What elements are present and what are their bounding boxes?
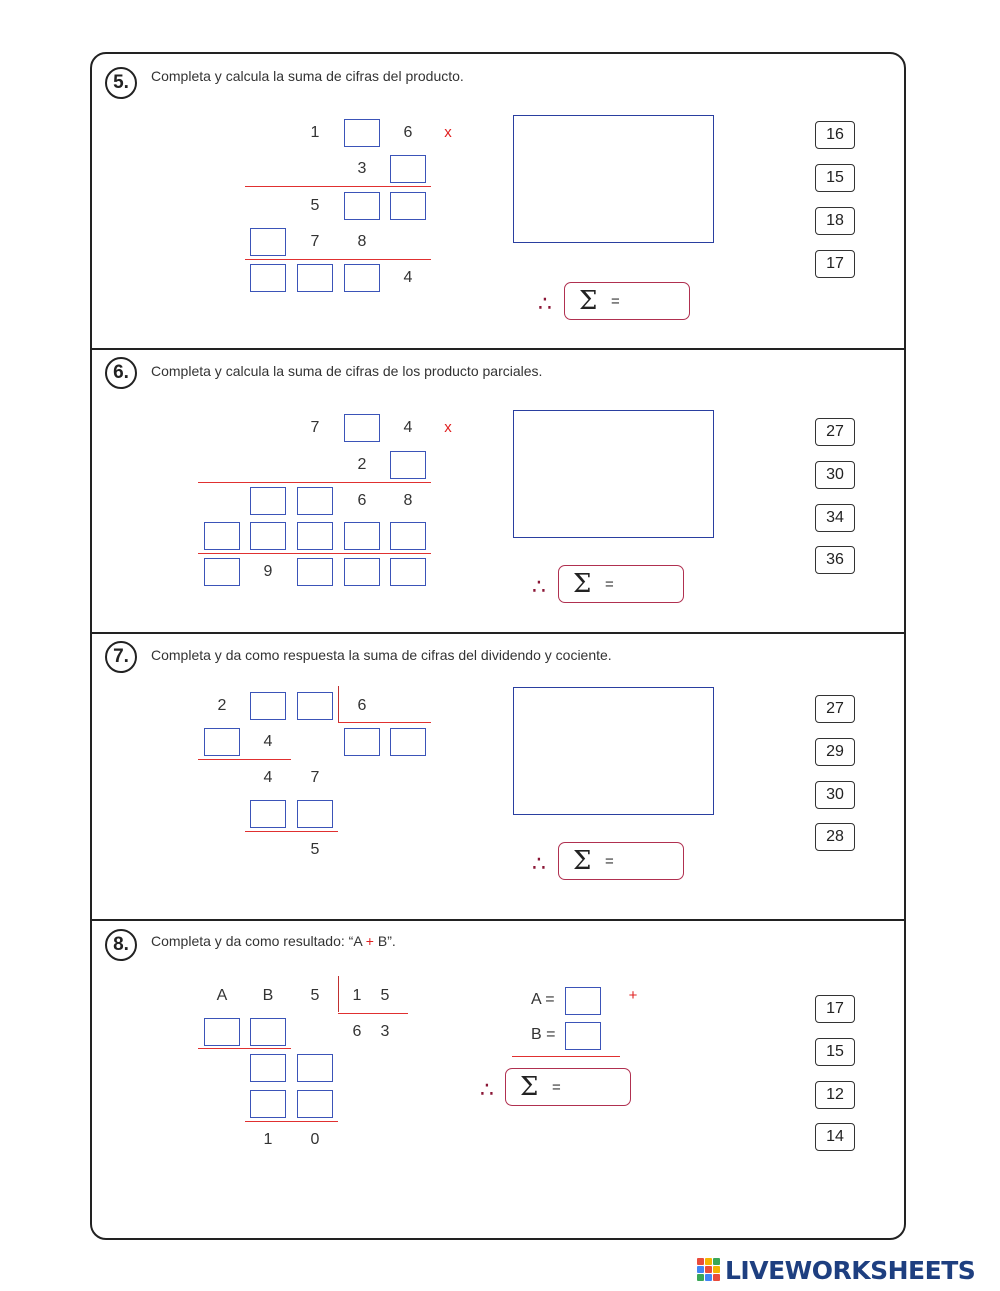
digit: 2 <box>217 697 227 714</box>
result-line <box>245 259 431 260</box>
answer-box[interactable] <box>250 1054 286 1082</box>
sigma-icon: Σ <box>573 569 592 599</box>
problem-number: 8. <box>105 929 137 961</box>
section-divider <box>90 348 906 350</box>
equals-sign: = <box>605 853 614 870</box>
answer-box[interactable] <box>390 451 426 479</box>
answer-option[interactable]: 16 <box>815 121 855 149</box>
digit: B <box>262 987 274 1004</box>
logo-icon <box>697 1258 721 1282</box>
digit: 1 <box>352 987 362 1004</box>
digit: 3 <box>357 160 367 177</box>
digit: 5 <box>310 841 320 858</box>
worksheet-frame <box>90 52 906 1240</box>
digit: 5 <box>310 987 320 1004</box>
subtraction-line <box>245 831 338 832</box>
digit: 4 <box>403 419 413 436</box>
sum-answer-field[interactable] <box>564 282 690 320</box>
section-divider <box>90 919 906 921</box>
answer-box[interactable] <box>344 728 380 756</box>
answer-box[interactable] <box>250 522 286 550</box>
answer-box[interactable] <box>297 1090 333 1118</box>
answer-box[interactable] <box>390 522 426 550</box>
answer-box[interactable] <box>250 692 286 720</box>
answer-box[interactable] <box>344 414 380 442</box>
answer-option[interactable]: 28 <box>815 823 855 851</box>
subtraction-line <box>198 1048 291 1049</box>
therefore-symbol: ∴ <box>532 852 546 877</box>
digit: 7 <box>310 419 320 436</box>
answer-box[interactable] <box>250 1090 286 1118</box>
answer-option[interactable]: 29 <box>815 738 855 766</box>
division-bracket <box>338 686 339 722</box>
answer-box[interactable] <box>390 192 426 220</box>
answer-option[interactable]: 17 <box>815 250 855 278</box>
answer-option[interactable]: 15 <box>815 164 855 192</box>
answer-option[interactable]: 14 <box>815 1123 855 1151</box>
subtraction-line <box>198 759 291 760</box>
digit: 9 <box>263 563 273 580</box>
answer-option[interactable]: 27 <box>815 695 855 723</box>
therefore-symbol: ∴ <box>538 292 552 317</box>
answer-box[interactable] <box>297 264 333 292</box>
answer-box[interactable] <box>250 487 286 515</box>
digit: 3 <box>380 1023 390 1040</box>
answer-box[interactable] <box>344 192 380 220</box>
answer-box[interactable] <box>250 1018 286 1046</box>
equals-sign: = <box>611 293 620 310</box>
digit: 4 <box>263 733 273 750</box>
problem-instruction: Completa y calcula la suma de cifras del producto. <box>151 68 464 84</box>
problem-number: 5. <box>105 67 137 99</box>
digit: 6 <box>357 697 367 714</box>
answer-option[interactable]: 15 <box>815 1038 855 1066</box>
answer-box[interactable] <box>344 119 380 147</box>
answer-box[interactable] <box>250 264 286 292</box>
answer-option[interactable]: 30 <box>815 461 855 489</box>
a-answer-box[interactable] <box>565 987 601 1015</box>
equals-sign: = <box>605 576 614 593</box>
digit: 5 <box>310 197 320 214</box>
digit: A <box>216 987 228 1004</box>
answer-box[interactable] <box>390 155 426 183</box>
answer-box[interactable] <box>297 558 333 586</box>
answer-box[interactable] <box>204 558 240 586</box>
digit: 5 <box>380 987 390 1004</box>
sum-answer-field[interactable] <box>558 565 684 603</box>
label-a: A = <box>531 991 555 1008</box>
times-sign: x <box>444 124 452 141</box>
answer-box[interactable] <box>250 228 286 256</box>
answer-option[interactable]: 34 <box>815 504 855 532</box>
section-divider <box>90 632 906 634</box>
digit: 8 <box>403 492 413 509</box>
digit: 7 <box>310 769 320 786</box>
answer-box[interactable] <box>344 522 380 550</box>
therefore-symbol: ∴ <box>480 1078 494 1103</box>
answer-option[interactable]: 27 <box>815 418 855 446</box>
answer-box[interactable] <box>297 692 333 720</box>
plus-sign: + <box>628 987 638 1004</box>
division-line <box>338 722 431 723</box>
b-answer-box[interactable] <box>565 1022 601 1050</box>
work-area[interactable] <box>513 687 714 815</box>
digit: 1 <box>263 1131 273 1148</box>
division-line <box>338 1013 408 1014</box>
answer-box[interactable] <box>204 1018 240 1046</box>
digit: 6 <box>352 1023 362 1040</box>
answer-box[interactable] <box>204 522 240 550</box>
digit: 4 <box>403 269 413 286</box>
digit: 7 <box>310 233 320 250</box>
answer-box[interactable] <box>297 522 333 550</box>
division-bracket <box>338 976 339 1012</box>
answer-box[interactable] <box>297 1054 333 1082</box>
subtraction-line <box>245 1121 338 1122</box>
digit: 4 <box>263 769 273 786</box>
sum-answer-field[interactable] <box>558 842 684 880</box>
answer-box[interactable] <box>344 264 380 292</box>
answer-option[interactable]: 18 <box>815 207 855 235</box>
equals-sign: = <box>552 1079 561 1096</box>
result-line <box>198 553 431 554</box>
sigma-icon: Σ <box>520 1072 539 1102</box>
answer-box[interactable] <box>344 558 380 586</box>
sum-answer-field[interactable] <box>505 1068 631 1106</box>
answer-box[interactable] <box>204 728 240 756</box>
digit: 8 <box>357 233 367 250</box>
problem-number: 7. <box>105 641 137 673</box>
sigma-icon: Σ <box>573 846 592 876</box>
times-sign: x <box>444 419 452 436</box>
answer-option[interactable]: 36 <box>815 546 855 574</box>
digit: 1 <box>310 124 320 141</box>
digit: 0 <box>310 1131 320 1148</box>
answer-box[interactable] <box>390 728 426 756</box>
result-line <box>245 186 431 187</box>
digit: 2 <box>357 456 367 473</box>
digit: 6 <box>357 492 367 509</box>
problem-instruction: Completa y da como resultado: “A + B”. <box>151 933 396 949</box>
problem-number: 6. <box>105 357 137 389</box>
therefore-symbol: ∴ <box>532 575 546 600</box>
answer-box[interactable] <box>250 800 286 828</box>
sigma-icon: Σ <box>579 286 598 316</box>
answer-option[interactable]: 12 <box>815 1081 855 1109</box>
digit: 6 <box>403 124 413 141</box>
result-line <box>198 482 431 483</box>
work-area[interactable] <box>513 410 714 538</box>
answer-box[interactable] <box>297 487 333 515</box>
work-area[interactable] <box>513 115 714 243</box>
answer-box[interactable] <box>390 558 426 586</box>
answer-box[interactable] <box>297 800 333 828</box>
answer-option[interactable]: 17 <box>815 995 855 1023</box>
problem-instruction: Completa y calcula la suma de cifras de los producto parciales. <box>151 363 543 379</box>
result-line <box>512 1056 620 1057</box>
logo-text: LIVEWORKSHEETS <box>725 1256 976 1285</box>
answer-option[interactable]: 30 <box>815 781 855 809</box>
problem-instruction: Completa y da como respuesta la suma de cifras del dividendo y cociente. <box>151 647 612 663</box>
label-b: B = <box>531 1026 556 1043</box>
